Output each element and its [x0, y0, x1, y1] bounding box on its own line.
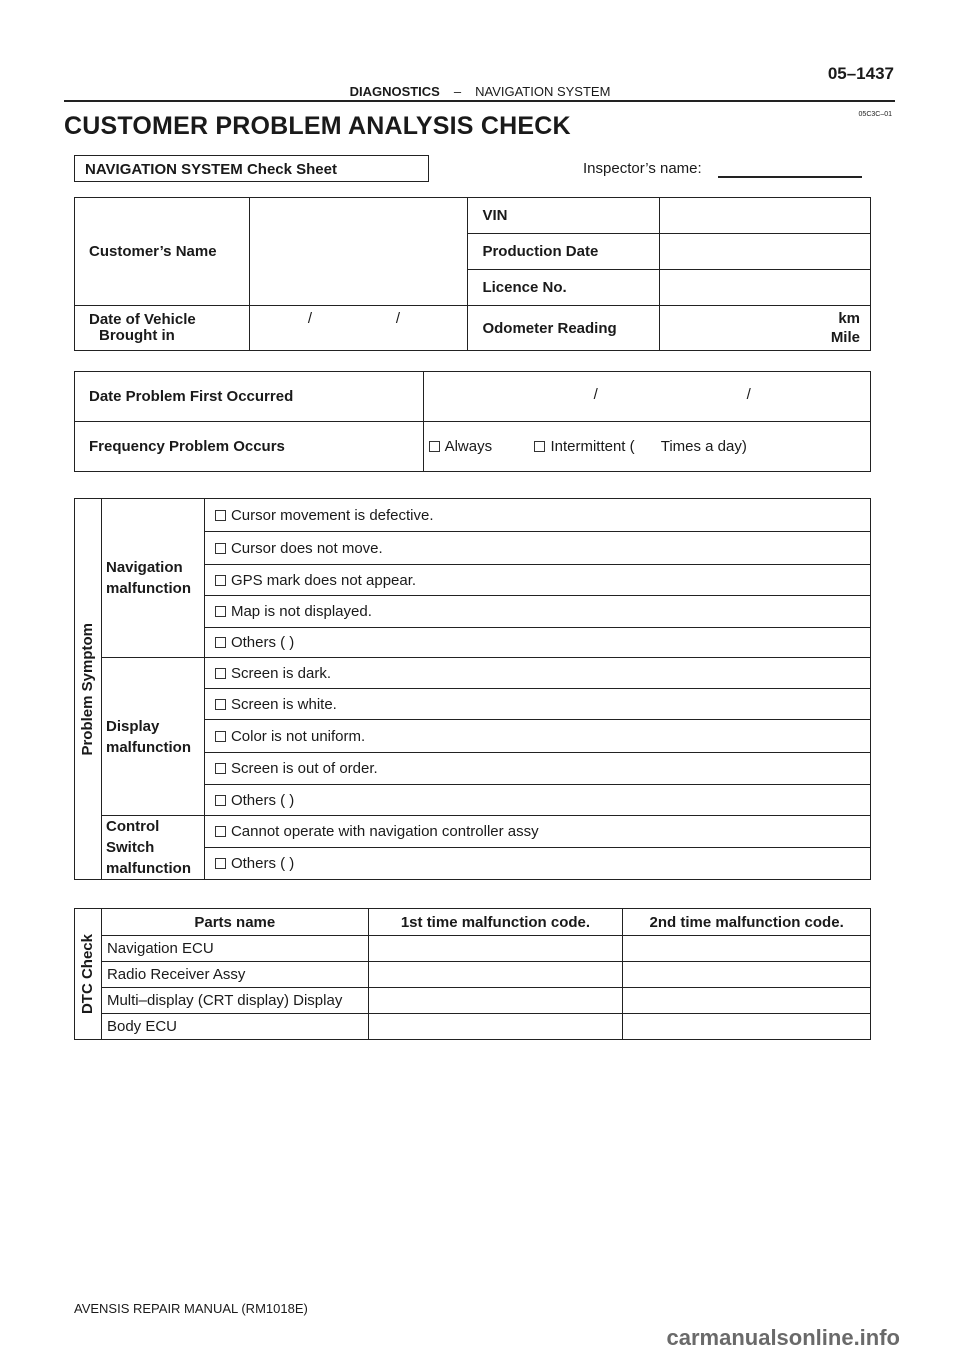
checkbox[interactable] — [215, 510, 226, 521]
occurred-slash-1: / — [593, 386, 598, 403]
customer-name-field[interactable] — [249, 198, 468, 306]
part-name: Body ECU — [101, 1014, 368, 1040]
checkbox[interactable] — [215, 731, 226, 742]
date-slash-1: / — [307, 310, 313, 327]
problem-symptom-table — [74, 498, 871, 880]
dtc-check-table — [74, 908, 871, 1040]
symptom-item: Others ( ) — [204, 628, 870, 658]
sheet-title: NAVIGATION SYSTEM Check Sheet — [74, 155, 429, 182]
table-row — [75, 936, 871, 962]
checkbox[interactable] — [215, 606, 226, 617]
unit-mile: Mile — [830, 329, 860, 346]
symptom-item: Screen is white. — [204, 689, 870, 720]
customer-name-label: Customer’s Name — [75, 198, 250, 306]
header-rule — [64, 100, 895, 102]
checkbox-always[interactable] — [429, 441, 440, 452]
first-occurred-field[interactable] — [423, 372, 870, 422]
second-code-field[interactable] — [623, 962, 871, 988]
date-brought-label — [75, 306, 250, 351]
control-switch-malfunction-label: Control Switch malfunction — [101, 816, 204, 880]
table-row — [75, 962, 871, 988]
header-section: DIAGNOSTICS — [349, 84, 440, 99]
symptom-item: Cursor does not move. — [204, 532, 870, 565]
production-date-field[interactable] — [660, 234, 871, 270]
checkbox[interactable] — [215, 826, 226, 837]
problem-symptom-side-cell — [75, 499, 102, 880]
licence-no-label: Licence No. — [468, 270, 660, 306]
symptom-item: Others ( ) — [204, 785, 870, 816]
unit-km: km — [838, 310, 860, 327]
second-code-field[interactable] — [623, 988, 871, 1014]
date-brought-field[interactable] — [249, 306, 468, 351]
first-occurred-label: Date Problem First Occurred — [75, 372, 424, 422]
symptom-item: GPS mark does not appear. — [204, 565, 870, 596]
checkbox[interactable] — [215, 637, 226, 648]
header-1st-code: 1st time malfunction code. — [368, 909, 623, 936]
second-code-field[interactable] — [623, 936, 871, 962]
occurred-slash-2: / — [746, 386, 751, 403]
first-code-field[interactable] — [368, 1014, 623, 1040]
page-title: CUSTOMER PROBLEM ANALYSIS CHECK — [64, 112, 571, 140]
part-name: Radio Receiver Assy — [101, 962, 368, 988]
odometer-field[interactable] — [660, 306, 871, 351]
checkbox-intermittent[interactable] — [534, 441, 545, 452]
part-name: Navigation ECU — [101, 936, 368, 962]
problem-symptom-label: Problem Symptom — [79, 622, 97, 756]
second-code-field[interactable] — [623, 1014, 871, 1040]
option-always: Always — [444, 438, 493, 455]
checkbox[interactable] — [215, 858, 226, 869]
symptom-item: Screen is out of order. — [204, 753, 870, 785]
footer-manual-id: AVENSIS REPAIR MANUAL (RM1018E) — [74, 1301, 308, 1316]
option-times-a-day: Times a day) — [660, 438, 747, 455]
checkbox[interactable] — [215, 668, 226, 679]
licence-no-field[interactable] — [660, 270, 871, 306]
page-number: 05–1437 — [827, 64, 894, 83]
header-separator: – — [453, 84, 462, 99]
date-slash-2: / — [395, 310, 401, 327]
symptom-item: Color is not uniform. — [204, 720, 870, 753]
first-code-field[interactable] — [368, 962, 623, 988]
header-2nd-code: 2nd time malfunction code. — [623, 909, 871, 936]
header-subsection: NAVIGATION SYSTEM — [475, 84, 611, 99]
checkbox[interactable] — [215, 795, 226, 806]
running-header — [0, 84, 960, 99]
vehicle-info-table — [74, 197, 871, 351]
symptom-item: Cannot operate with navigation controller assy — [204, 816, 870, 848]
display-malfunction-label: Display malfunction — [101, 658, 204, 816]
date-brought-line2: Brought in — [99, 327, 175, 344]
odometer-label: Odometer Reading — [468, 306, 660, 351]
first-code-field[interactable] — [368, 988, 623, 1014]
inspector-label: Inspector’s name: — [583, 160, 702, 177]
checkbox[interactable] — [215, 575, 226, 586]
frequency-options — [423, 422, 870, 472]
watermark: carmanualsonline.info — [666, 1325, 900, 1350]
symptom-item: Screen is dark. — [204, 658, 870, 689]
part-name: Multi–display (CRT display) Display — [101, 988, 368, 1014]
inspector-name-field[interactable] — [718, 176, 862, 178]
vin-field[interactable] — [660, 198, 871, 234]
dtc-check-label: DTC Check — [79, 933, 97, 1015]
checkbox[interactable] — [215, 543, 226, 554]
production-date-label: Production Date — [468, 234, 660, 270]
checkbox[interactable] — [215, 763, 226, 774]
symptom-item: Others ( ) — [204, 848, 870, 880]
dtc-side-cell — [75, 909, 102, 1040]
symptom-item: Cursor movement is defective. — [204, 499, 870, 532]
table-row — [75, 1014, 871, 1040]
first-code-field[interactable] — [368, 936, 623, 962]
option-intermittent: Intermittent ( — [550, 438, 635, 455]
figure-code: 05C3C–01 — [858, 111, 892, 118]
frequency-label: Frequency Problem Occurs — [75, 422, 424, 472]
occurrence-table — [74, 371, 871, 472]
vin-label: VIN — [468, 198, 660, 234]
header-parts-name: Parts name — [101, 909, 368, 936]
checkbox[interactable] — [215, 699, 226, 710]
date-brought-line1: Date of Vehicle — [89, 311, 196, 328]
table-row — [75, 988, 871, 1014]
navigation-malfunction-label: Navigation malfunction — [101, 499, 204, 658]
symptom-item: Map is not displayed. — [204, 596, 870, 628]
